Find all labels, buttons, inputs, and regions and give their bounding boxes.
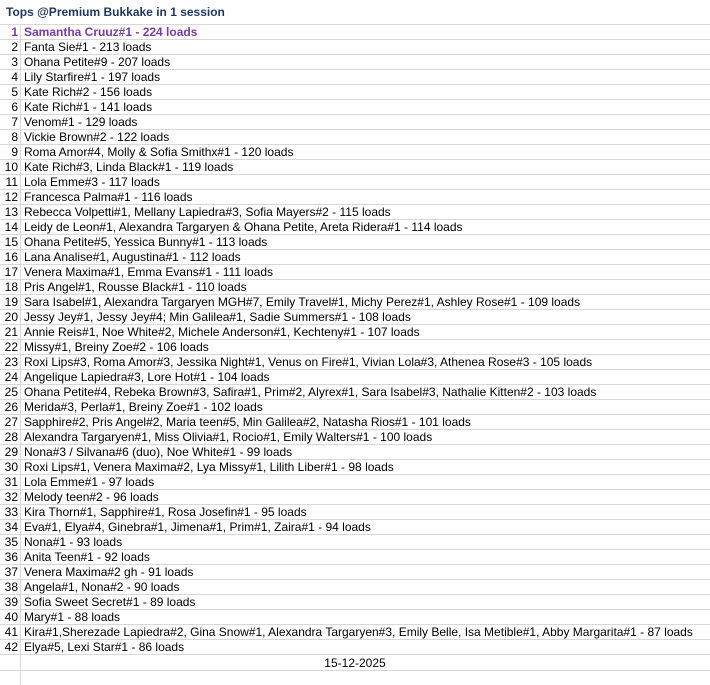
sheet-title: Tops @Premium Bukkake in 1 session bbox=[6, 5, 225, 19]
rank-number: 28 bbox=[0, 430, 21, 445]
list-item bbox=[0, 445, 710, 460]
entry-text: Ohana Petite#5, Yessica Bunny#1 - 113 loads bbox=[24, 235, 268, 249]
rank-number: 40 bbox=[0, 610, 21, 625]
rank-number: 37 bbox=[0, 565, 21, 580]
rank-number: 10 bbox=[0, 160, 21, 175]
entry-text: Anita Teen#1 - 92 loads bbox=[24, 550, 150, 564]
entry-text: Venom#1 - 129 loads bbox=[24, 115, 138, 129]
rank-number: 17 bbox=[0, 265, 21, 280]
entry-text: Rebecca Volpetti#1, Mellany Lapiedra#3, Sofia Mayers#2 - 115 loads bbox=[24, 205, 391, 219]
rank-number: 20 bbox=[0, 310, 21, 325]
rank-number: 7 bbox=[0, 115, 21, 130]
list-item bbox=[0, 70, 710, 85]
entry-text: Elya#5, Lexi Star#1 - 86 loads bbox=[24, 640, 185, 654]
entry-text: Nona#3 / Silvana#6 (duo), Noe White#1 - 99 loads bbox=[24, 445, 293, 459]
entry-text: Lola Emme#1 - 97 loads bbox=[24, 475, 155, 489]
entry-text: Sofia Sweet Secret#1 - 89 loads bbox=[24, 595, 196, 609]
entry-text: Roma Amor#4, Molly & Sofia Smithx#1 - 120 loads bbox=[24, 145, 294, 159]
rank-number: 16 bbox=[0, 250, 21, 265]
rank-number: 36 bbox=[0, 550, 21, 565]
entry-text: Nona#1 - 93 loads bbox=[24, 535, 123, 549]
list-item bbox=[0, 220, 710, 235]
rank-number: 9 bbox=[0, 145, 21, 160]
rank-number: 23 bbox=[0, 355, 21, 370]
list-item bbox=[0, 580, 710, 595]
list-item bbox=[0, 40, 710, 55]
rank-number: 42 bbox=[0, 640, 21, 655]
list-item bbox=[0, 610, 710, 625]
list-item bbox=[0, 280, 710, 295]
rank-number: 34 bbox=[0, 520, 21, 535]
rank-number: 41 bbox=[0, 625, 21, 640]
list-item bbox=[0, 250, 710, 265]
rank-number: 35 bbox=[0, 535, 21, 550]
entry-text: Alexandra Targaryen#1, Miss Olivia#1, Rocio#1, Emily Walters#1 - 100 loads bbox=[24, 430, 433, 444]
rank-number: 39 bbox=[0, 595, 21, 610]
entry-text: Kate Rich#1 - 141 loads bbox=[24, 100, 153, 114]
entry-text: Ohana Petite#9 - 207 loads bbox=[24, 55, 171, 69]
list-item bbox=[0, 550, 710, 565]
entry-text: Samantha Cruuz#1 - 224 loads bbox=[24, 25, 198, 39]
entry-text: Eva#1, Elya#4, Ginebra#1, Jimena#1, Prim#1, Zaira#1 - 94 loads bbox=[24, 520, 371, 534]
entry-text: Angela#1, Nona#2 - 90 loads bbox=[24, 580, 180, 594]
entry-text: Mary#1 - 88 loads bbox=[24, 610, 121, 624]
rank-number: 2 bbox=[0, 40, 21, 55]
entry-text: Angelique Lapiedra#3, Lore Hot#1 - 104 loads bbox=[24, 370, 270, 384]
entry-text: Leidy de Leon#1, Alexandra Targaryen & Ohana Petite, Areta Ridera#1 - 114 loads bbox=[24, 220, 463, 234]
rank-number: 29 bbox=[0, 445, 21, 460]
entry-text: Kate Rich#3, Linda Black#1 - 119 loads bbox=[24, 160, 234, 174]
date-label: 15-12-2025 bbox=[324, 656, 386, 670]
rank-number: 12 bbox=[0, 190, 21, 205]
rank-number: 5 bbox=[0, 85, 21, 100]
list-item bbox=[0, 235, 710, 250]
list-item bbox=[0, 595, 710, 610]
entry-text: Venera Maxima#1, Emma Evans#1 - 111 loads bbox=[24, 265, 274, 279]
rank-number: 4 bbox=[0, 70, 21, 85]
list-item bbox=[0, 565, 710, 580]
rank-number: 18 bbox=[0, 280, 21, 295]
rank-number: 1 bbox=[0, 25, 21, 40]
list-item bbox=[0, 145, 710, 160]
rank-number: 14 bbox=[0, 220, 21, 235]
entry-text: Venera Maxima#2 gh - 91 loads bbox=[24, 565, 194, 579]
list-item bbox=[0, 25, 710, 40]
list-item bbox=[0, 520, 710, 535]
list-item bbox=[0, 490, 710, 505]
entry-text: Lana Analise#1, Augustina#1 - 112 loads bbox=[24, 250, 241, 264]
list-item bbox=[0, 415, 710, 430]
rank-number: 8 bbox=[0, 130, 21, 145]
list-item bbox=[0, 295, 710, 310]
list-item bbox=[0, 325, 710, 340]
entry-text: Fanta Sie#1 - 213 loads bbox=[24, 40, 152, 54]
entry-text: Sapphire#2, Pris Angel#2, Maria teen#5, Min Galilea#2, Natasha Rios#1 - 101 loads bbox=[24, 415, 471, 429]
list-item bbox=[0, 175, 710, 190]
list-item bbox=[0, 115, 710, 130]
rank-number: 25 bbox=[0, 385, 21, 400]
entry-text: Lola Emme#3 - 117 loads bbox=[24, 175, 160, 189]
entry-text: Missy#1, Breiny Zoe#2 - 106 loads bbox=[24, 340, 209, 354]
list-item bbox=[0, 385, 710, 400]
list-item bbox=[0, 505, 710, 520]
entry-text: Lily Starfire#1 - 197 loads bbox=[24, 70, 161, 84]
rank-number: 24 bbox=[0, 370, 21, 385]
list-item bbox=[0, 625, 710, 640]
rank-number: 3 bbox=[0, 55, 21, 70]
rank-number: 38 bbox=[0, 580, 21, 595]
rank-number: 26 bbox=[0, 400, 21, 415]
entry-text: Annie Reis#1, Noe White#2, Michele Anderson#1, Kechteny#1 - 107 loads bbox=[24, 325, 420, 339]
rank-number: 32 bbox=[0, 490, 21, 505]
list-item bbox=[0, 370, 710, 385]
entry-text: Kira#1,Sherezade Lapiedra#2, Gina Snow#1, Alexandra Targaryen#3, Emily Belle, Isa Metible#1, Abby Margarita#1 - 87 loads bbox=[24, 625, 693, 639]
rank-number: 6 bbox=[0, 100, 21, 115]
rank-number: 31 bbox=[0, 475, 21, 490]
entry-text: Jessy Jey#1, Jessy Jey#4; Min Galilea#1, Sadie Summers#1 - 108 loads bbox=[24, 310, 411, 324]
list-item bbox=[0, 340, 710, 355]
rank-number: 13 bbox=[0, 205, 21, 220]
list-item bbox=[0, 535, 710, 550]
list-item bbox=[0, 100, 710, 115]
rank-number: 30 bbox=[0, 460, 21, 475]
rank-number: 27 bbox=[0, 415, 21, 430]
list-item bbox=[0, 310, 710, 325]
rank-number: 19 bbox=[0, 295, 21, 310]
entry-text: Vickie Brown#2 - 122 loads bbox=[24, 130, 170, 144]
title-row bbox=[0, 0, 710, 25]
entry-text: Roxi Lips#3, Roma Amor#3, Jessika Night#1, Venus on Fire#1, Vivian Lola#3, Athenea Rose#3 - 105 loads bbox=[24, 355, 593, 369]
list-item bbox=[0, 160, 710, 175]
rank-number: 21 bbox=[0, 325, 21, 340]
entry-text: Kate Rich#2 - 156 loads bbox=[24, 85, 153, 99]
list-item bbox=[0, 640, 710, 655]
list-item bbox=[0, 265, 710, 280]
list-item bbox=[0, 430, 710, 445]
entry-text: Ohana Petite#4, Rebeka Brown#3, Safira#1, Prim#2, Alyrex#1, Sara Isabel#3, Nathalie Kitten#2 - 103 loads bbox=[24, 385, 597, 399]
rank-number: 11 bbox=[0, 175, 21, 190]
rank-number: 22 bbox=[0, 340, 21, 355]
list-item bbox=[0, 475, 710, 490]
entry-text: Francesca Palma#1 - 116 loads bbox=[24, 190, 193, 204]
list-item bbox=[0, 355, 710, 370]
list-item bbox=[0, 400, 710, 415]
rank-number: 15 bbox=[0, 235, 21, 250]
list-item bbox=[0, 130, 710, 145]
footer-row bbox=[0, 655, 710, 671]
list-item bbox=[0, 205, 710, 220]
list-item bbox=[0, 460, 710, 475]
entry-text: Roxi Lips#1, Venera Maxima#2, Lya Missy#1, Lilith Liber#1 - 98 loads bbox=[24, 460, 394, 474]
entry-text: Melody teen#2 - 96 loads bbox=[24, 490, 159, 504]
entry-text: Sara Isabel#1, Alexandra Targaryen MGH#7, Emily Travel#1, Michy Perez#1, Ashley Rose#1 - 109 loads bbox=[24, 295, 581, 309]
entry-text: Kira Thorn#1, Sapphire#1, Rosa Josefin#1 - 95 loads bbox=[24, 505, 307, 519]
list-item bbox=[0, 85, 710, 100]
list-item bbox=[0, 55, 710, 70]
entry-text: Pris Angel#1, Rousse Black#1 - 110 loads bbox=[24, 280, 247, 294]
rank-number: 33 bbox=[0, 505, 21, 520]
list-item bbox=[0, 190, 710, 205]
entry-text: Merida#3, Perla#1, Breiny Zoe#1 - 102 loads bbox=[24, 400, 263, 414]
empty-row-cell bbox=[0, 671, 21, 685]
